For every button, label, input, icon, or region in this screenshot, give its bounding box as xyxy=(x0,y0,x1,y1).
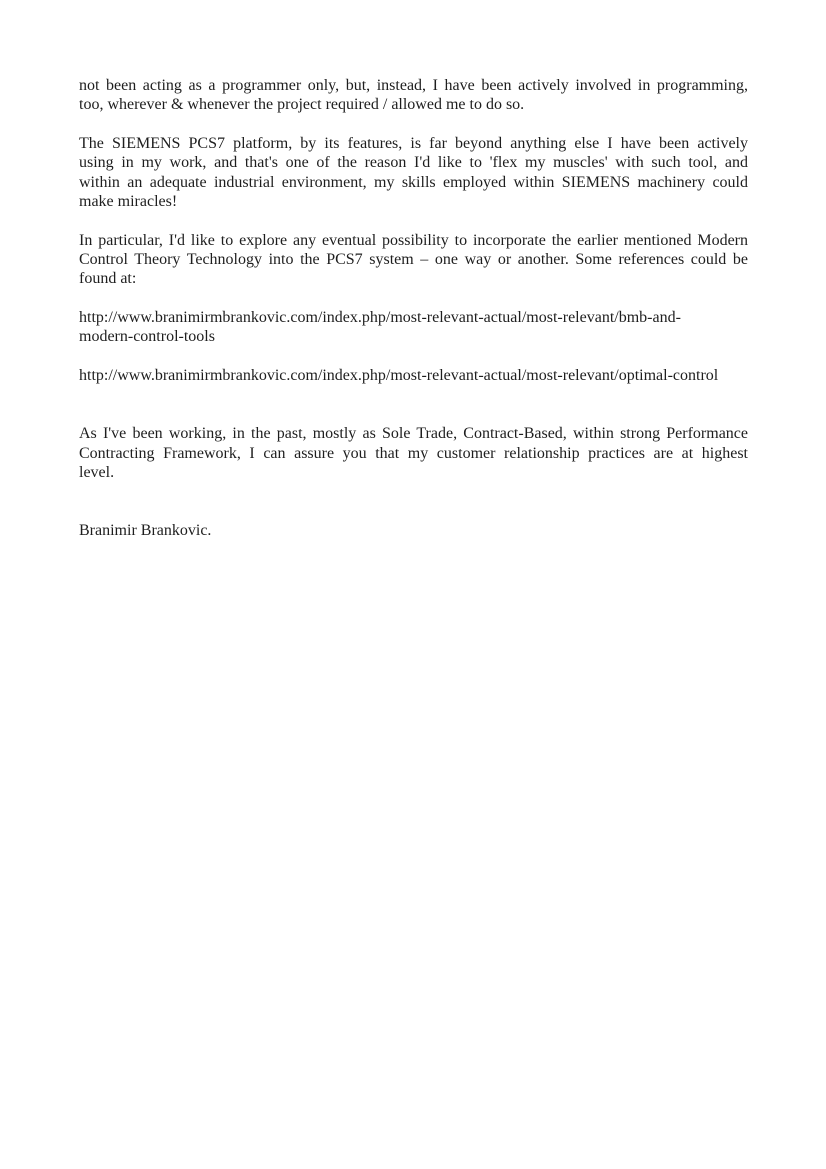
url-text-line[interactable]: http://www.branimirmbrankovic.com/index.php/most-relevant-actual/most-relevant/bmb-and- xyxy=(79,309,681,327)
text-line: within an adequate industrial environment, my skills employed within SIEMENS machinery could xyxy=(79,173,748,191)
text-line: As I've been working, in the past, mostly as Sole Trade, Contract-Based, within strong Performance xyxy=(79,425,748,443)
text-line: Contracting Framework, I can assure you that my customer relationship practices are at highest xyxy=(79,444,748,462)
signature-name: Branimir Brankovic. xyxy=(79,521,212,539)
text-line: In particular, I'd like to explore any eventual possibility to incorporate the earlier mentioned Modern xyxy=(79,231,748,249)
url-text-line[interactable]: http://www.branimirmbrankovic.com/index.php/most-relevant-actual/most-relevant/optimal-control xyxy=(79,367,719,385)
text-line: found at: xyxy=(79,270,137,288)
reference-url-2 xyxy=(79,366,748,385)
text-line: too, wherever & whenever the project required / allowed me to do so. xyxy=(79,96,525,114)
text-line: level. xyxy=(79,463,115,481)
paragraph-modern-control xyxy=(79,231,748,289)
paragraph-sole-trade xyxy=(79,424,748,482)
text-line: The SIEMENS PCS7 platform, by its features, is far beyond anything else I have been actively xyxy=(79,135,748,153)
paragraph-siemens-pcs7 xyxy=(79,134,748,211)
text-line: not been acting as a programmer only, but, instead, I have been actively involved in programming, xyxy=(79,77,748,94)
letter-body xyxy=(79,76,748,540)
signature xyxy=(79,521,748,540)
url-text-line[interactable]: modern-control-tools xyxy=(79,328,215,346)
text-line: Control Theory Technology into the PCS7 system – one way or another. Some references could be xyxy=(79,251,748,269)
reference-url-1 xyxy=(79,308,748,347)
text-line: make miracles! xyxy=(79,193,178,211)
paragraph-intro-continued xyxy=(79,76,748,115)
text-line: using in my work, and that's one of the reason I'd like to 'flex my muscles' with such tool, and xyxy=(79,154,748,172)
